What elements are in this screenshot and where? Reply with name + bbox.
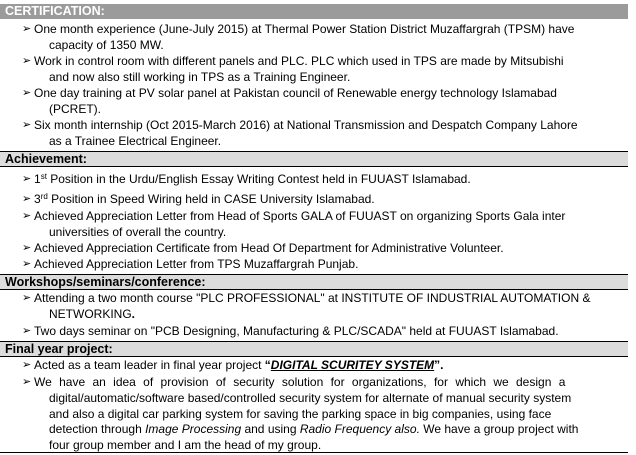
arrow-bullet-icon: ➢ [22,55,32,67]
arrow-bullet-icon: ➢ [22,193,32,205]
certification-heading: CERTIFICATION: [0,4,628,19]
arrow-bullet-icon: ➢ [22,359,32,371]
final-project-item-2: ➢ We have an idea of provision of security solution for organizations, for which we design a digital/automatic/software based/controlled security system for alternate of manual security system and also a digital car parking system for saving the parking space in big companies, using face detection through Image Processing and using Radio Frequency also. We have a group project with four group member and I am the head of my group. [22,375,579,453]
arrow-bullet-icon: ➢ [22,87,32,99]
arrow-bullet-icon: ➢ [22,210,32,222]
certification-item-3: ➢ One day training at PV solar panel at Pakistan council of Renewable energy technology Islamabad (PCRET). [22,86,557,116]
arrow-bullet-icon: ➢ [22,119,32,131]
arrow-bullet-icon: ➢ [22,258,32,270]
achievement-item-1: ➢ 1st Position in the Urdu/English Essay Writing Contest held in FUUAST Islamabad. [22,172,471,186]
arrow-bullet-icon: ➢ [22,292,32,304]
achievement-item-3: ➢ Achieved Appreciation Letter from Head of Sports GALA of FUUAST on organizing Sports Gala inter universities of overall the country. [22,209,566,239]
achievement-item-5: ➢ Achieved Appreciation Letter from TPS Muzaffargrah Punjab. [22,257,359,271]
certification-item-2: ➢ Work in control room with different panels and PLC. PLC which used in TPS are made by Mitsubishi and now also still working in TPS as a Training Engineer. [22,54,564,84]
certification-item-4: ➢ Six month internship (Oct 2015-March 2016) at National Transmission and Despatch Company Lahore as a Trainee Electrical Engineer. [22,118,578,148]
certification-item-1: ➢ One month experience (June-July 2015) at Thermal Power Station District Muzaffargrah (TPSM) have capacity of 1350 MW. [22,22,575,52]
bottom-rule [0,452,628,453]
arrow-bullet-icon: ➢ [22,376,32,388]
arrow-bullet-icon: ➢ [22,325,32,337]
final-project-item-1: ➢ Acted as a team leader in final year project “DIGITAL SCURITEY SYSTEM”. [22,358,444,372]
project-title: DIGITAL SCURITEY SYSTEM [270,358,435,372]
arrow-bullet-icon: ➢ [22,23,32,35]
achievement-item-2: ➢ 3rd Position in Speed Wiring held in CASE University Islamabad. [22,192,375,206]
workshops-item-2: ➢ Two days seminar on "PCB Designing, Manufacturing & PLC/SCADA" held at FUUAST Islamabad. [22,324,559,338]
workshops-item-1: ➢ Attending a two month course "PLC PROFESSIONAL" at INSTITUTE OF INDUSTRIAL AUTOMATION & NETWORKING. [22,291,591,321]
achievement-heading: Achievement: [0,151,628,167]
achievement-item-4: ➢ Achieved Appreciation Certificate from Head Of Department for Administrative Volunteer. [22,241,504,255]
final-project-heading: Final year project: [0,341,628,357]
arrow-bullet-icon: ➢ [22,173,32,185]
workshops-heading: Workshops/seminars/conference: [0,274,628,290]
arrow-bullet-icon: ➢ [22,242,32,254]
